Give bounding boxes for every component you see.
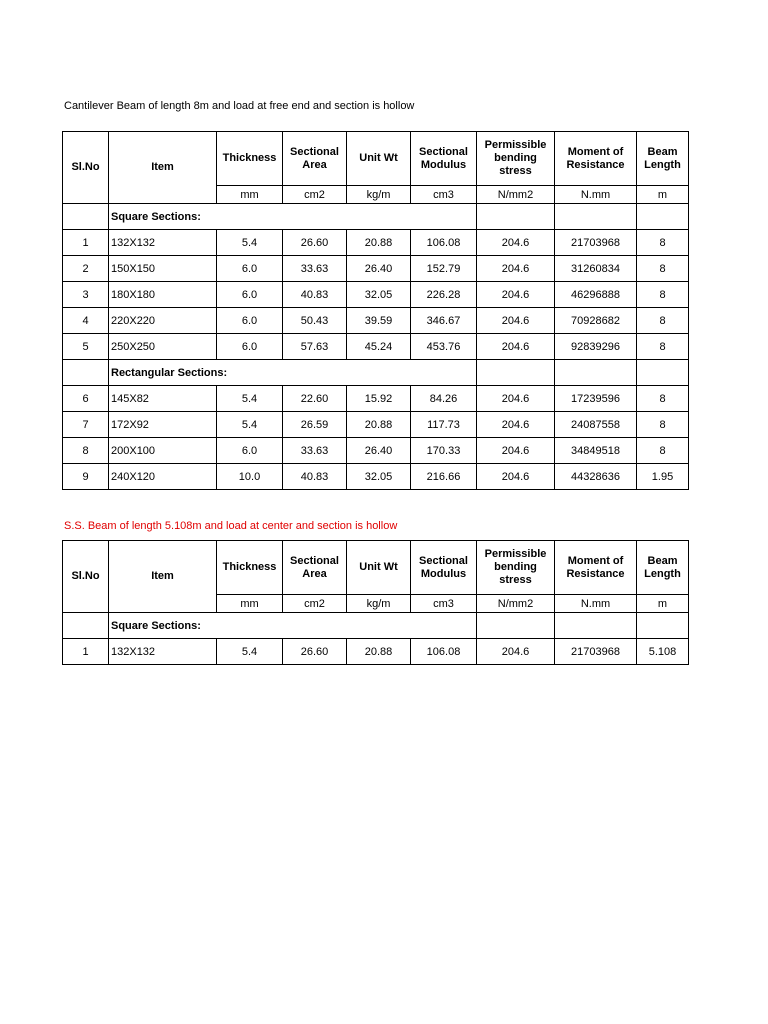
- cell-length: 8: [637, 256, 689, 282]
- col-header-slno: Sl.No: [63, 541, 109, 613]
- table-row: [63, 282, 689, 308]
- group-spacer: [637, 613, 689, 639]
- col-header-moment: Moment of Resistance: [555, 132, 637, 186]
- ss-beam-table: [62, 540, 689, 665]
- square-sections-group: [63, 204, 689, 360]
- unit-modulus: cm3: [411, 595, 477, 613]
- cell-thickness: 6.0: [217, 334, 283, 360]
- cell-thickness: 6.0: [217, 438, 283, 464]
- group-spacer: [477, 204, 555, 230]
- col-header-length: Beam Length: [637, 541, 689, 595]
- group-spacer: [637, 204, 689, 230]
- cell-modulus: 170.33: [411, 438, 477, 464]
- unit-stress: N/mm2: [477, 186, 555, 204]
- cell-unitwt: 20.88: [347, 639, 411, 665]
- group-spacer: [63, 360, 109, 386]
- unit-modulus: cm3: [411, 186, 477, 204]
- cell-area: 33.63: [283, 256, 347, 282]
- cell-slno: 2: [63, 256, 109, 282]
- cell-area: 40.83: [283, 282, 347, 308]
- cell-slno: 3: [63, 282, 109, 308]
- unit-area: cm2: [283, 595, 347, 613]
- group-label-square: Square Sections:: [109, 204, 477, 230]
- cell-length: 8: [637, 282, 689, 308]
- group-spacer: [637, 360, 689, 386]
- cell-stress: 204.6: [477, 282, 555, 308]
- group-spacer: [63, 613, 109, 639]
- cell-unitwt: 15.92: [347, 386, 411, 412]
- group-row-square: [63, 613, 689, 639]
- cell-slno: 1: [63, 230, 109, 256]
- cell-thickness: 5.4: [217, 386, 283, 412]
- cell-stress: 204.6: [477, 230, 555, 256]
- group-spacer: [555, 613, 637, 639]
- cell-moment: 44328636: [555, 464, 637, 490]
- cell-moment: 24087558: [555, 412, 637, 438]
- cell-thickness: 5.4: [217, 230, 283, 256]
- cantilever-table-title: Cantilever Beam of length 8m and load at free end and section is hollow: [64, 100, 415, 112]
- table-row: [63, 438, 689, 464]
- group-spacer: [555, 360, 637, 386]
- cell-moment: 70928682: [555, 308, 637, 334]
- cell-area: 22.60: [283, 386, 347, 412]
- cell-slno: 6: [63, 386, 109, 412]
- cell-stress: 204.6: [477, 639, 555, 665]
- cell-slno: 9: [63, 464, 109, 490]
- cell-length: 8: [637, 386, 689, 412]
- cell-slno: 5: [63, 334, 109, 360]
- col-header-length: Beam Length: [637, 132, 689, 186]
- cell-item: 200X100: [109, 438, 217, 464]
- cell-unitwt: 32.05: [347, 464, 411, 490]
- cell-moment: 31260834: [555, 256, 637, 282]
- cell-modulus: 117.73: [411, 412, 477, 438]
- cell-stress: 204.6: [477, 438, 555, 464]
- group-row-rectangular: [63, 360, 689, 386]
- group-label-square: Square Sections:: [109, 613, 477, 639]
- cell-item: 180X180: [109, 282, 217, 308]
- cell-length: 8: [637, 412, 689, 438]
- table-row: [63, 230, 689, 256]
- cell-modulus: 216.66: [411, 464, 477, 490]
- cell-slno: 1: [63, 639, 109, 665]
- unit-moment: N.mm: [555, 186, 637, 204]
- col-header-thickness: Thickness: [217, 132, 283, 186]
- unit-thickness: mm: [217, 186, 283, 204]
- cell-unitwt: 39.59: [347, 308, 411, 334]
- cell-area: 40.83: [283, 464, 347, 490]
- col-header-area: Sectional Area: [283, 132, 347, 186]
- cell-thickness: 5.4: [217, 639, 283, 665]
- cell-length: 1.95: [637, 464, 689, 490]
- square-sections-group: [63, 613, 689, 665]
- col-header-item: Item: [109, 541, 217, 613]
- cell-thickness: 6.0: [217, 282, 283, 308]
- table-row: [63, 256, 689, 282]
- col-header-moment: Moment of Resistance: [555, 541, 637, 595]
- cell-modulus: 84.26: [411, 386, 477, 412]
- cell-modulus: 106.08: [411, 639, 477, 665]
- cantilever-beam-table: [62, 131, 689, 490]
- unit-moment: N.mm: [555, 595, 637, 613]
- cell-stress: 204.6: [477, 334, 555, 360]
- cell-stress: 204.6: [477, 464, 555, 490]
- cell-item: 250X250: [109, 334, 217, 360]
- unit-unitwt: kg/m: [347, 595, 411, 613]
- table-row: [63, 386, 689, 412]
- unit-area: cm2: [283, 186, 347, 204]
- col-header-modulus: Sectional Modulus: [411, 132, 477, 186]
- cell-item: 150X150: [109, 256, 217, 282]
- cell-unitwt: 26.40: [347, 438, 411, 464]
- col-header-slno: Sl.No: [63, 132, 109, 204]
- cell-modulus: 453.76: [411, 334, 477, 360]
- unit-stress: N/mm2: [477, 595, 555, 613]
- col-header-stress: Permissible bending stress: [477, 132, 555, 186]
- cell-area: 50.43: [283, 308, 347, 334]
- cell-modulus: 106.08: [411, 230, 477, 256]
- ss-beam-table-title: S.S. Beam of length 5.108m and load at center and section is hollow: [64, 520, 398, 532]
- header-row: [63, 541, 689, 595]
- cell-thickness: 6.0: [217, 308, 283, 334]
- cell-item: 145X82: [109, 386, 217, 412]
- group-spacer: [477, 613, 555, 639]
- col-header-stress: Permissible bending stress: [477, 541, 555, 595]
- cell-slno: 4: [63, 308, 109, 334]
- cell-modulus: 152.79: [411, 256, 477, 282]
- col-header-thickness: Thickness: [217, 541, 283, 595]
- cell-slno: 7: [63, 412, 109, 438]
- unit-length: m: [637, 186, 689, 204]
- col-header-item: Item: [109, 132, 217, 204]
- cell-thickness: 10.0: [217, 464, 283, 490]
- cell-area: 33.63: [283, 438, 347, 464]
- cell-length: 8: [637, 308, 689, 334]
- cell-moment: 21703968: [555, 639, 637, 665]
- rectangular-sections-group: [63, 360, 689, 490]
- cell-length: 8: [637, 230, 689, 256]
- col-header-area: Sectional Area: [283, 541, 347, 595]
- cell-item: 132X132: [109, 639, 217, 665]
- cell-length: 8: [637, 334, 689, 360]
- table-row: [63, 334, 689, 360]
- header-row: [63, 132, 689, 186]
- cell-unitwt: 45.24: [347, 334, 411, 360]
- cell-area: 26.59: [283, 412, 347, 438]
- cell-length: 5.108: [637, 639, 689, 665]
- group-spacer: [63, 204, 109, 230]
- col-header-unitwt: Unit Wt: [347, 541, 411, 595]
- cell-slno: 8: [63, 438, 109, 464]
- cell-moment: 34849518: [555, 438, 637, 464]
- table-row: [63, 639, 689, 665]
- cell-area: 26.60: [283, 230, 347, 256]
- unit-thickness: mm: [217, 595, 283, 613]
- group-spacer: [555, 204, 637, 230]
- col-header-modulus: Sectional Modulus: [411, 541, 477, 595]
- cell-length: 8: [637, 438, 689, 464]
- unit-unitwt: kg/m: [347, 186, 411, 204]
- cell-item: 132X132: [109, 230, 217, 256]
- cell-moment: 46296888: [555, 282, 637, 308]
- group-spacer: [477, 360, 555, 386]
- cell-moment: 92839296: [555, 334, 637, 360]
- cell-moment: 17239596: [555, 386, 637, 412]
- cell-area: 26.60: [283, 639, 347, 665]
- cell-modulus: 346.67: [411, 308, 477, 334]
- group-label-rectangular: Rectangular Sections:: [109, 360, 477, 386]
- table-row: [63, 464, 689, 490]
- cell-stress: 204.6: [477, 308, 555, 334]
- cell-modulus: 226.28: [411, 282, 477, 308]
- cell-unitwt: 20.88: [347, 230, 411, 256]
- cell-thickness: 5.4: [217, 412, 283, 438]
- table-row: [63, 412, 689, 438]
- table-row: [63, 308, 689, 334]
- cell-item: 220X220: [109, 308, 217, 334]
- unit-length: m: [637, 595, 689, 613]
- cell-unitwt: 26.40: [347, 256, 411, 282]
- cell-thickness: 6.0: [217, 256, 283, 282]
- cell-stress: 204.6: [477, 412, 555, 438]
- cell-unitwt: 32.05: [347, 282, 411, 308]
- col-header-unitwt: Unit Wt: [347, 132, 411, 186]
- cell-item: 172X92: [109, 412, 217, 438]
- group-row-square: [63, 204, 689, 230]
- cell-area: 57.63: [283, 334, 347, 360]
- cell-unitwt: 20.88: [347, 412, 411, 438]
- cell-item: 240X120: [109, 464, 217, 490]
- cell-stress: 204.6: [477, 386, 555, 412]
- cell-moment: 21703968: [555, 230, 637, 256]
- cell-stress: 204.6: [477, 256, 555, 282]
